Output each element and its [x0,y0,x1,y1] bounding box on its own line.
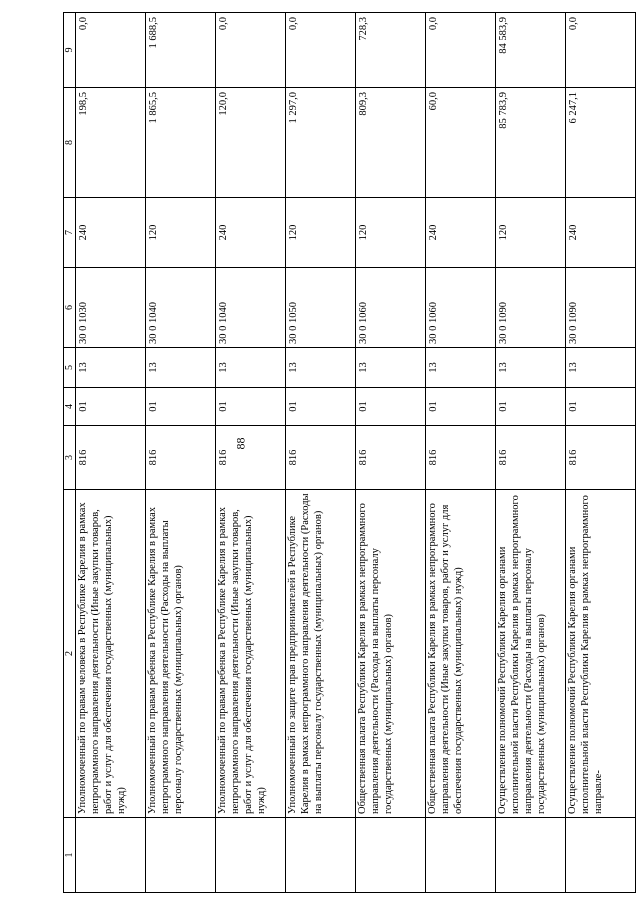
header-col-4: 4 [64,388,76,426]
cell-c1 [426,818,496,893]
header-col-8: 8 [64,88,76,198]
header-col-2: 2 [64,490,76,818]
budget-table [63,12,636,893]
cell-c8: 1 297,0 [286,88,356,198]
row-description: Осуществление полномочий Республики Карелия органами исполнительной власти Республики Карелия в рамках непрограммного направления деятельности (Расходы на выплаты персоналу государственных (муниципальных) органов) [496,490,566,818]
row-description: Общественная палата Республики Карелия в рамках непрограммного направления деятельности (Иные закупки товаров, работ и услуг для обеспечения государственных (муниципальных) нужд) [426,490,496,818]
cell-c9: 0,0 [426,13,496,88]
header-col-5: 5 [64,348,76,388]
cell-c4: 01 [566,388,636,426]
cell-c4: 01 [496,388,566,426]
cell-c6: 30 0 1030 [76,268,146,348]
cell-c9: 1 688,5 [146,13,216,88]
cell-c8: 60,0 [426,88,496,198]
cell-c9: 0,0 [76,13,146,88]
cell-c6: 30 0 1060 [356,268,426,348]
cell-c8: 809,3 [356,88,426,198]
cell-c1 [286,818,356,893]
cell-c5: 13 [356,348,426,388]
cell-c6: 30 0 1050 [286,268,356,348]
cell-c7: 120 [496,198,566,268]
cell-c6: 30 0 1090 [496,268,566,348]
row-description: Уполномоченный по правам человека в Республике Карелия в рамках непрограммного направления деятельности (Иные закупки товаров, работ и услуг для обеспечения государственных (муниципальных) нужд) [76,490,146,818]
cell-c6: 30 0 1090 [566,268,636,348]
cell-c3: 816 [356,426,426,490]
cell-c4: 01 [356,388,426,426]
table-row [426,13,496,893]
cell-c7: 240 [216,198,286,268]
cell-c7: 120 [356,198,426,268]
cell-c8: 6 247,1 [566,88,636,198]
cell-c9: 0,0 [216,13,286,88]
table-row [146,13,216,893]
cell-c6: 30 0 1040 [216,268,286,348]
cell-c5: 13 [216,348,286,388]
cell-c4: 01 [286,388,356,426]
header-row [64,13,76,893]
cell-c3: 816 [76,426,146,490]
cell-c5: 13 [426,348,496,388]
table-row [76,13,146,893]
row-description: Уполномоченный по правам ребенка в Республике Карелия в рамках непрограммного направления деятельности (Расходы на выплаты персоналу государственных (муниципальных) органов) [146,490,216,818]
cell-c1 [356,818,426,893]
table-row [356,13,426,893]
cell-c6: 30 0 1060 [426,268,496,348]
cell-c7: 120 [146,198,216,268]
page-number: 88 [233,437,248,450]
cell-c9: 728,3 [356,13,426,88]
cell-c3: 816 [146,426,216,490]
cell-c7: 240 [426,198,496,268]
cell-c4: 01 [76,388,146,426]
cell-c6: 30 0 1040 [146,268,216,348]
table-row [286,13,356,893]
cell-c9: 0,0 [286,13,356,88]
cell-c3: 816 [496,426,566,490]
cell-c1 [146,818,216,893]
cell-c1 [76,818,146,893]
header-col-6: 6 [64,268,76,348]
cell-c1 [216,818,286,893]
cell-c3: 816 [426,426,496,490]
table-body [76,13,636,893]
cell-c5: 13 [146,348,216,388]
cell-c7: 120 [286,198,356,268]
cell-c4: 01 [216,388,286,426]
cell-c4: 01 [426,388,496,426]
row-description: Уполномоченный по правам ребенка в Республике Карелия в рамках непрограммного направления деятельности (Иные закупки товаров, работ и услуг для обеспечения государственных (муниципальных) нужд) [216,490,286,818]
header-col-1: 1 [64,818,76,893]
header-col-3: 3 [64,426,76,490]
cell-c8: 198,5 [76,88,146,198]
row-description: Общественная палата Республики Карелия в рамках непрограммного направления деятельности (Расходы на выплаты персоналу государственных (муниципальных) органов) [356,490,426,818]
cell-c5: 13 [566,348,636,388]
cell-c9: 84 583,9 [496,13,566,88]
table-row [566,13,636,893]
cell-c5: 13 [496,348,566,388]
header-col-9: 9 [64,13,76,88]
row-description: Уполномоченный по защите прав предпринимателей в Республике Карелия в рамках непрограммного направления деятельности (Расходы на выплаты персоналу государственных (муниципальных) органов) [286,490,356,818]
rotated-page [63,3,640,893]
cell-c7: 240 [76,198,146,268]
table-row [496,13,566,893]
cell-c8: 1 865,5 [146,88,216,198]
header-col-7: 7 [64,198,76,268]
row-description: Осуществление полномочий Республики Карелия органами исполнительной власти Республики Карелия в рамках непрограммного направле- [566,490,636,818]
cell-c9: 0,0 [566,13,636,88]
cell-c7: 240 [566,198,636,268]
cell-c4: 01 [146,388,216,426]
cell-c3: 816 [566,426,636,490]
cell-c1 [496,818,566,893]
cell-c5: 13 [286,348,356,388]
cell-c8: 120,0 [216,88,286,198]
cell-c3: 816 [216,426,286,490]
cell-c1 [566,818,636,893]
cell-c8: 85 783,9 [496,88,566,198]
cell-c3: 816 [286,426,356,490]
cell-c5: 13 [76,348,146,388]
table-row [216,13,286,893]
